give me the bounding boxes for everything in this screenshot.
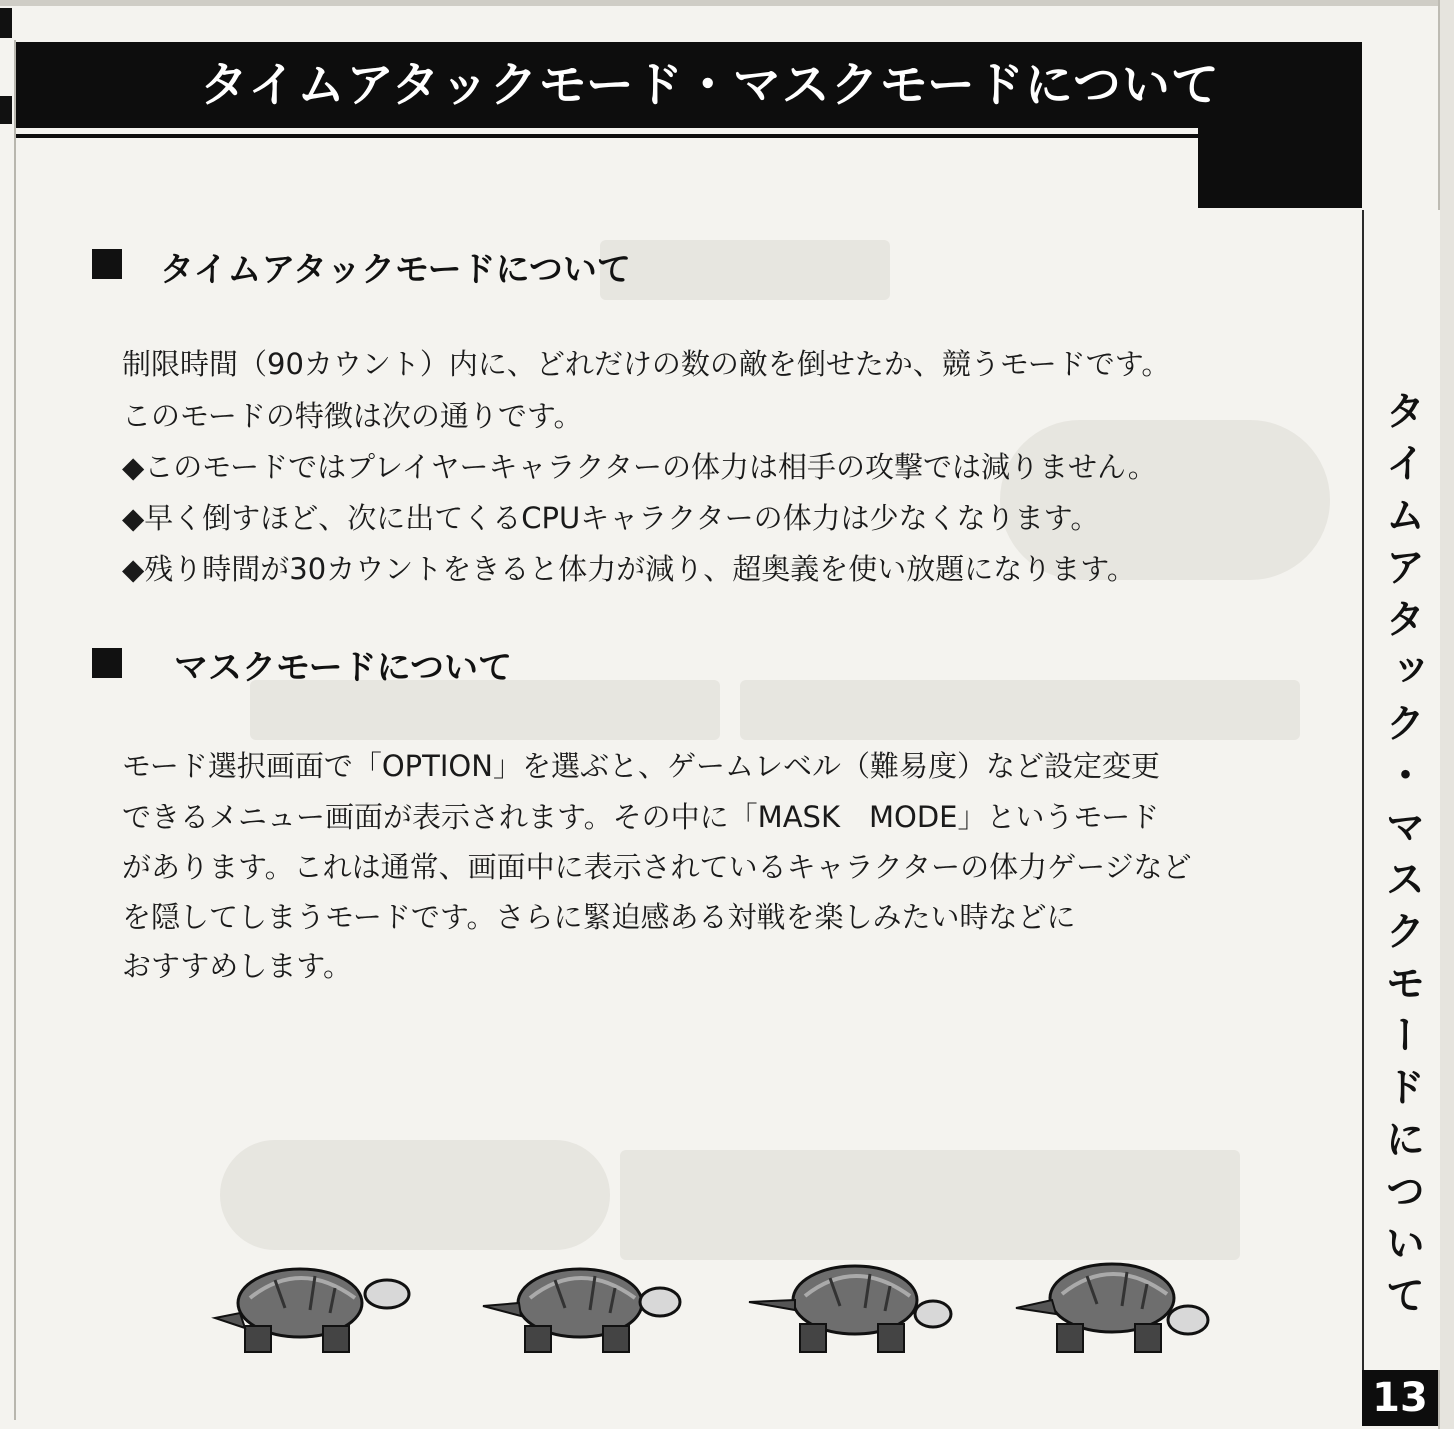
body-text-line: このモードの特徴は次の通りです。 (122, 399, 583, 433)
page-number: 13 (1362, 1370, 1438, 1426)
body-text-line: ◆残り時間が30カウントをきると体力が減り、超奥義を使い放題になります。 (122, 552, 1136, 586)
body-text-line: モード選択画面で「OPTION」を選ぶと、ゲームレベル（難易度）など設定変更 (122, 749, 1160, 783)
body-text-line: があります。これは通常、画面中に表示されているキャラクターの体力ゲージなど (122, 850, 1192, 884)
page-edge-right (1438, 0, 1454, 1429)
page-spine (14, 40, 16, 1420)
bleed-through (600, 240, 890, 300)
body-text-line: ◆このモードではプレイヤーキャラクターの体力は相手の攻撃では減りません。 (122, 450, 1157, 484)
body-text-line: おすすめします。 (122, 949, 352, 983)
bleed-through (740, 680, 1300, 740)
body-text-line: ◆早く倒すほど、次に出てくるCPUキャラクターの体力は少なくなります。 (122, 501, 1100, 535)
bleed-through (220, 1140, 610, 1250)
section-heading: タイムアタックモードについて (160, 250, 631, 290)
header-rule (16, 134, 1198, 138)
corner-mark (0, 96, 12, 124)
bleed-through (620, 1150, 1240, 1260)
page-title: タイムアタックモード・マスクモードについて (200, 57, 1220, 113)
body-text-line: を隠してしまうモードです。さらに緊迫感ある対戦を楽しみたい時などに (122, 900, 1076, 934)
body-text-line: 制限時間（90カウント）内に、どれだけの数の敵を倒せたか、競うモードです。 (122, 347, 1171, 381)
side-tab-title: タイムアタック・マスクモードについて (1379, 390, 1425, 1326)
section-bullet-icon (92, 648, 122, 678)
section-heading: マスクモードについて (174, 648, 512, 688)
turtle-sprite-icon (475, 1258, 685, 1358)
page-edge-top (0, 0, 1454, 6)
turtle-sprite-icon (745, 1258, 955, 1358)
turtle-sprite-icon (205, 1258, 415, 1358)
header-tab (1198, 128, 1362, 208)
bleed-through (250, 680, 720, 740)
turtle-sprite-icon (1012, 1258, 1222, 1358)
section-bullet-icon (92, 249, 122, 279)
body-text-line: できるメニュー画面が表示されます。その中に「MASK MODE」というモード (122, 800, 1160, 834)
corner-mark (0, 8, 12, 38)
